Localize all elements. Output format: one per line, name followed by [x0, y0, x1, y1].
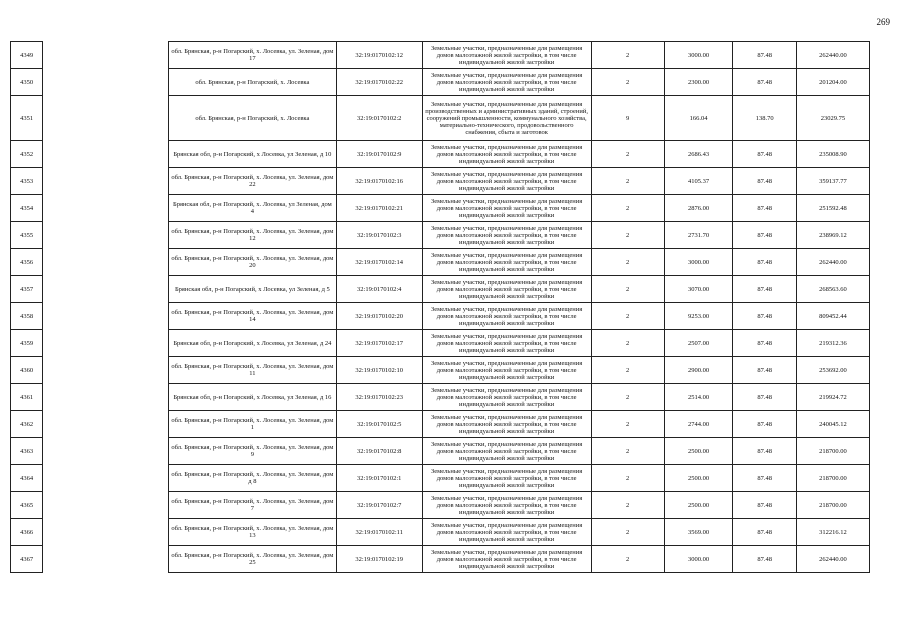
table-row: [11, 69, 870, 96]
spacer-cell: [43, 411, 169, 438]
land-purpose-cell: Земельные участки, предназначенные для размещения домов малоэтажной жилой застройки, в том числе индивидуальной жилой застройки: [422, 492, 591, 519]
land-purpose-cell: Земельные участки, предназначенные для размещения домов малоэтажной жилой застройки, в том числе индивидуальной жилой застройки: [422, 411, 591, 438]
area-cell: 3000.00: [664, 249, 733, 276]
rate-cell: 87.48: [733, 303, 796, 330]
cadastral-value-cell: 218700.00: [796, 465, 869, 492]
cadastral-number-cell: 32:19:0170102:4: [336, 276, 422, 303]
rate-cell: 87.48: [733, 222, 796, 249]
land-purpose-cell: Земельные участки, предназначенные для размещения производственных и административных зданий, строений, сооружений промышленности, коммунального хозяйства, материально-технического, продовольственного снабжения, сбыта и заготовок: [422, 96, 591, 141]
area-cell: 3070.00: [664, 276, 733, 303]
rate-cell: 87.48: [733, 357, 796, 384]
cadastral-value-cell: 218700.00: [796, 492, 869, 519]
group-cell: 2: [591, 141, 664, 168]
spacer-cell: [43, 438, 169, 465]
record-number-cell: 4349: [11, 42, 43, 69]
cadastral-number-cell: 32:19:0170102:1: [336, 465, 422, 492]
cadastral-value-cell: 312216.12: [796, 519, 869, 546]
group-cell: 2: [591, 330, 664, 357]
cadastral-value-cell: 219924.72: [796, 384, 869, 411]
area-cell: 9253.00: [664, 303, 733, 330]
address-cell: Брянская обл, р-н Погарский, х Лосевка, ул Зеленая, д 16: [169, 384, 337, 411]
cadastral-value-cell: 235008.90: [796, 141, 869, 168]
table-row: [11, 222, 870, 249]
area-cell: 2300.00: [664, 69, 733, 96]
cadastral-value-cell: 359137.77: [796, 168, 869, 195]
land-purpose-cell: Земельные участки, предназначенные для размещения домов малоэтажной жилой застройки, в том числе индивидуальной жилой застройки: [422, 303, 591, 330]
address-cell: обл. Брянская, р-н Погарский, х. Лосевка, ул. Зеленая, дом 12: [169, 222, 337, 249]
cadastral-value-cell: 262440.00: [796, 249, 869, 276]
rate-cell: 87.48: [733, 249, 796, 276]
rate-cell: 87.48: [733, 168, 796, 195]
address-cell: обл. Брянская, р-н Погарский, х. Лосевка, ул. Зеленая, дом 9: [169, 438, 337, 465]
rate-cell: 87.48: [733, 141, 796, 168]
spacer-cell: [43, 384, 169, 411]
cadastral-value-cell: 23029.75: [796, 96, 869, 141]
rate-cell: 87.48: [733, 465, 796, 492]
table-row: [11, 249, 870, 276]
cadastral-number-cell: 32:19:0170102:23: [336, 384, 422, 411]
record-number-cell: 4365: [11, 492, 43, 519]
land-purpose-cell: Земельные участки, предназначенные для размещения домов малоэтажной жилой застройки, в том числе индивидуальной жилой застройки: [422, 330, 591, 357]
cadastral-number-cell: 32:19:0170102:10: [336, 357, 422, 384]
spacer-cell: [43, 519, 169, 546]
rate-cell: 87.48: [733, 69, 796, 96]
cadastral-value-cell: 218700.00: [796, 438, 869, 465]
table-row: [11, 330, 870, 357]
spacer-cell: [43, 42, 169, 69]
area-cell: 2731.70: [664, 222, 733, 249]
cadastral-number-cell: 32:19:0170102:14: [336, 249, 422, 276]
address-cell: Брянская обл, р-н Погарский, х. Лосевка, ул Зеленая, дом 4: [169, 195, 337, 222]
land-purpose-cell: Земельные участки, предназначенные для размещения домов малоэтажной жилой застройки, в том числе индивидуальной жилой застройки: [422, 546, 591, 573]
land-purpose-cell: Земельные участки, предназначенные для размещения домов малоэтажной жилой застройки, в том числе индивидуальной жилой застройки: [422, 249, 591, 276]
group-cell: 2: [591, 411, 664, 438]
land-purpose-cell: Земельные участки, предназначенные для размещения домов малоэтажной жилой застройки, в том числе индивидуальной жилой застройки: [422, 276, 591, 303]
record-number-cell: 4350: [11, 69, 43, 96]
land-purpose-cell: Земельные участки, предназначенные для размещения домов малоэтажной жилой застройки, в том числе индивидуальной жилой застройки: [422, 42, 591, 69]
spacer-cell: [43, 303, 169, 330]
cadastral-number-cell: 32:19:0170102:3: [336, 222, 422, 249]
cadastral-number-cell: 32:19:0170102:2: [336, 96, 422, 141]
land-purpose-cell: Земельные участки, предназначенные для размещения домов малоэтажной жилой застройки, в том числе индивидуальной жилой застройки: [422, 357, 591, 384]
land-registry-table: [10, 41, 870, 573]
table-row: [11, 384, 870, 411]
table-row: [11, 42, 870, 69]
area-cell: 4105.37: [664, 168, 733, 195]
cadastral-number-cell: 32:19:0170102:17: [336, 330, 422, 357]
land-purpose-cell: Земельные участки, предназначенные для размещения домов малоэтажной жилой застройки, в том числе индивидуальной жилой застройки: [422, 519, 591, 546]
record-number-cell: 4362: [11, 411, 43, 438]
spacer-cell: [43, 492, 169, 519]
table-row: [11, 492, 870, 519]
record-number-cell: 4351: [11, 96, 43, 141]
spacer-cell: [43, 249, 169, 276]
spacer-cell: [43, 96, 169, 141]
group-cell: 2: [591, 492, 664, 519]
table-row: [11, 168, 870, 195]
spacer-cell: [43, 195, 169, 222]
area-cell: 3000.00: [664, 42, 733, 69]
area-cell: 2500.00: [664, 465, 733, 492]
cadastral-number-cell: 32:19:0170102:21: [336, 195, 422, 222]
spacer-cell: [43, 330, 169, 357]
land-purpose-cell: Земельные участки, предназначенные для размещения домов малоэтажной жилой застройки, в том числе индивидуальной жилой застройки: [422, 141, 591, 168]
address-cell: обл. Брянская, р-н Погарский, х. Лосевка, ул. Зеленая, дом 20: [169, 249, 337, 276]
address-cell: Брянская обл, р-н Погарский, х Лосевка, ул Зеленая, д 10: [169, 141, 337, 168]
record-number-cell: 4360: [11, 357, 43, 384]
area-cell: 3569.00: [664, 519, 733, 546]
group-cell: 2: [591, 249, 664, 276]
group-cell: 2: [591, 519, 664, 546]
group-cell: 2: [591, 276, 664, 303]
land-purpose-cell: Земельные участки, предназначенные для размещения домов малоэтажной жилой застройки, в том числе индивидуальной жилой застройки: [422, 69, 591, 96]
spacer-cell: [43, 276, 169, 303]
table-row: [11, 276, 870, 303]
group-cell: 2: [591, 195, 664, 222]
area-cell: 2744.00: [664, 411, 733, 438]
group-cell: 2: [591, 69, 664, 96]
cadastral-number-cell: 32:19:0170102:5: [336, 411, 422, 438]
cadastral-value-cell: 268563.60: [796, 276, 869, 303]
group-cell: 2: [591, 465, 664, 492]
group-cell: 9: [591, 96, 664, 141]
table-row: [11, 141, 870, 168]
spacer-cell: [43, 168, 169, 195]
cadastral-value-cell: 253692.00: [796, 357, 869, 384]
area-cell: 2514.00: [664, 384, 733, 411]
land-purpose-cell: Земельные участки, предназначенные для размещения домов малоэтажной жилой застройки, в том числе индивидуальной жилой застройки: [422, 384, 591, 411]
address-cell: обл. Брянская, р-н Погарский, х. Лосевка, ул. Зеленая, дом 14: [169, 303, 337, 330]
cadastral-number-cell: 32:19:0170102:11: [336, 519, 422, 546]
address-cell: обл. Брянская, р-н Погарский, х. Лосевка: [169, 96, 337, 141]
area-cell: 2900.00: [664, 357, 733, 384]
address-cell: обл. Брянская, р-н Погарский, х. Лосевка, ул. Зеленая, дом 13: [169, 519, 337, 546]
address-cell: обл. Брянская, р-н Погарский, х. Лосевка, ул. Зеленая, дом д 8: [169, 465, 337, 492]
address-cell: обл. Брянская, р-н Погарский, х. Лосевка, ул. Зеленая, дом 17: [169, 42, 337, 69]
group-cell: 2: [591, 384, 664, 411]
group-cell: 2: [591, 357, 664, 384]
cadastral-value-cell: 219312.36: [796, 330, 869, 357]
spacer-cell: [43, 357, 169, 384]
rate-cell: 87.48: [733, 384, 796, 411]
address-cell: обл. Брянская, р-н Погарский, х. Лосевка: [169, 69, 337, 96]
cadastral-number-cell: 32:19:0170102:19: [336, 546, 422, 573]
address-cell: обл. Брянская, р-н Погарский, х. Лосевка, ул. Зеленая, дом 1: [169, 411, 337, 438]
area-cell: 2507.00: [664, 330, 733, 357]
spacer-cell: [43, 69, 169, 96]
table-row: [11, 519, 870, 546]
address-cell: обл. Брянская, р-н Погарский, х. Лосевка, ул. Зеленая, дом 25: [169, 546, 337, 573]
cadastral-value-cell: 262440.00: [796, 546, 869, 573]
land-purpose-cell: Земельные участки, предназначенные для размещения домов малоэтажной жилой застройки, в том числе индивидуальной жилой застройки: [422, 195, 591, 222]
cadastral-value-cell: 240045.12: [796, 411, 869, 438]
table-row: [11, 303, 870, 330]
cadastral-number-cell: 32:19:0170102:20: [336, 303, 422, 330]
area-cell: 2500.00: [664, 492, 733, 519]
rate-cell: 87.48: [733, 195, 796, 222]
address-cell: обл. Брянская, р-н Погарский, х. Лосевка, ул. Зеленая, дом 22: [169, 168, 337, 195]
cadastral-number-cell: 32:19:0170102:16: [336, 168, 422, 195]
record-number-cell: 4357: [11, 276, 43, 303]
rate-cell: 87.48: [733, 411, 796, 438]
spacer-cell: [43, 465, 169, 492]
cadastral-value-cell: 809452.44: [796, 303, 869, 330]
table-row: [11, 465, 870, 492]
address-cell: обл. Брянская, р-н Погарский, х. Лосевка, ул. Зеленая, дом 7: [169, 492, 337, 519]
group-cell: 2: [591, 303, 664, 330]
rate-cell: 87.48: [733, 546, 796, 573]
cadastral-value-cell: 201204.00: [796, 69, 869, 96]
cadastral-number-cell: 32:19:0170102:9: [336, 141, 422, 168]
spacer-cell: [43, 546, 169, 573]
record-number-cell: 4356: [11, 249, 43, 276]
table-row: [11, 357, 870, 384]
rate-cell: 87.48: [733, 519, 796, 546]
spacer-cell: [43, 141, 169, 168]
record-number-cell: 4361: [11, 384, 43, 411]
cadastral-value-cell: 251592.48: [796, 195, 869, 222]
table-row: [11, 411, 870, 438]
rate-cell: 87.48: [733, 330, 796, 357]
group-cell: 2: [591, 168, 664, 195]
cadastral-value-cell: 262440.00: [796, 42, 869, 69]
address-cell: обл. Брянская, р-н Погарский, х. Лосевка, ул. Зеленая, дом 11: [169, 357, 337, 384]
area-cell: 2500.00: [664, 438, 733, 465]
record-number-cell: 4363: [11, 438, 43, 465]
group-cell: 2: [591, 222, 664, 249]
land-purpose-cell: Земельные участки, предназначенные для размещения домов малоэтажной жилой застройки, в том числе индивидуальной жилой застройки: [422, 222, 591, 249]
record-number-cell: 4359: [11, 330, 43, 357]
record-number-cell: 4352: [11, 141, 43, 168]
table-row: [11, 546, 870, 573]
table-row: [11, 438, 870, 465]
record-number-cell: 4354: [11, 195, 43, 222]
group-cell: 2: [591, 42, 664, 69]
area-cell: 2876.00: [664, 195, 733, 222]
table-row: [11, 195, 870, 222]
record-number-cell: 4364: [11, 465, 43, 492]
page-number: 269: [876, 17, 890, 27]
address-cell: Брянская обл, р-н Погарский, х Лосевка, ул Зеленая, д 5: [169, 276, 337, 303]
rate-cell: 87.48: [733, 276, 796, 303]
land-purpose-cell: Земельные участки, предназначенные для размещения домов малоэтажной жилой застройки, в том числе индивидуальной жилой застройки: [422, 168, 591, 195]
record-number-cell: 4358: [11, 303, 43, 330]
rate-cell: 87.48: [733, 438, 796, 465]
table-row: [11, 96, 870, 141]
rate-cell: 87.48: [733, 492, 796, 519]
cadastral-number-cell: 32:19:0170102:8: [336, 438, 422, 465]
area-cell: 3000.00: [664, 546, 733, 573]
cadastral-number-cell: 32:19:0170102:7: [336, 492, 422, 519]
cadastral-value-cell: 238969.12: [796, 222, 869, 249]
rate-cell: 138.70: [733, 96, 796, 141]
record-number-cell: 4355: [11, 222, 43, 249]
area-cell: 2686.43: [664, 141, 733, 168]
cadastral-number-cell: 32:19:0170102:12: [336, 42, 422, 69]
group-cell: 2: [591, 438, 664, 465]
group-cell: 2: [591, 546, 664, 573]
record-number-cell: 4367: [11, 546, 43, 573]
land-purpose-cell: Земельные участки, предназначенные для размещения домов малоэтажной жилой застройки, в том числе индивидуальной жилой застройки: [422, 465, 591, 492]
area-cell: 166.04: [664, 96, 733, 141]
record-number-cell: 4353: [11, 168, 43, 195]
cadastral-number-cell: 32:19:0170102:22: [336, 69, 422, 96]
rate-cell: 87.48: [733, 42, 796, 69]
record-number-cell: 4366: [11, 519, 43, 546]
spacer-cell: [43, 222, 169, 249]
address-cell: Брянская обл, р-н Погарский, х Лосевка, ул Зеленая, д 24: [169, 330, 337, 357]
land-purpose-cell: Земельные участки, предназначенные для размещения домов малоэтажной жилой застройки, в том числе индивидуальной жилой застройки: [422, 438, 591, 465]
